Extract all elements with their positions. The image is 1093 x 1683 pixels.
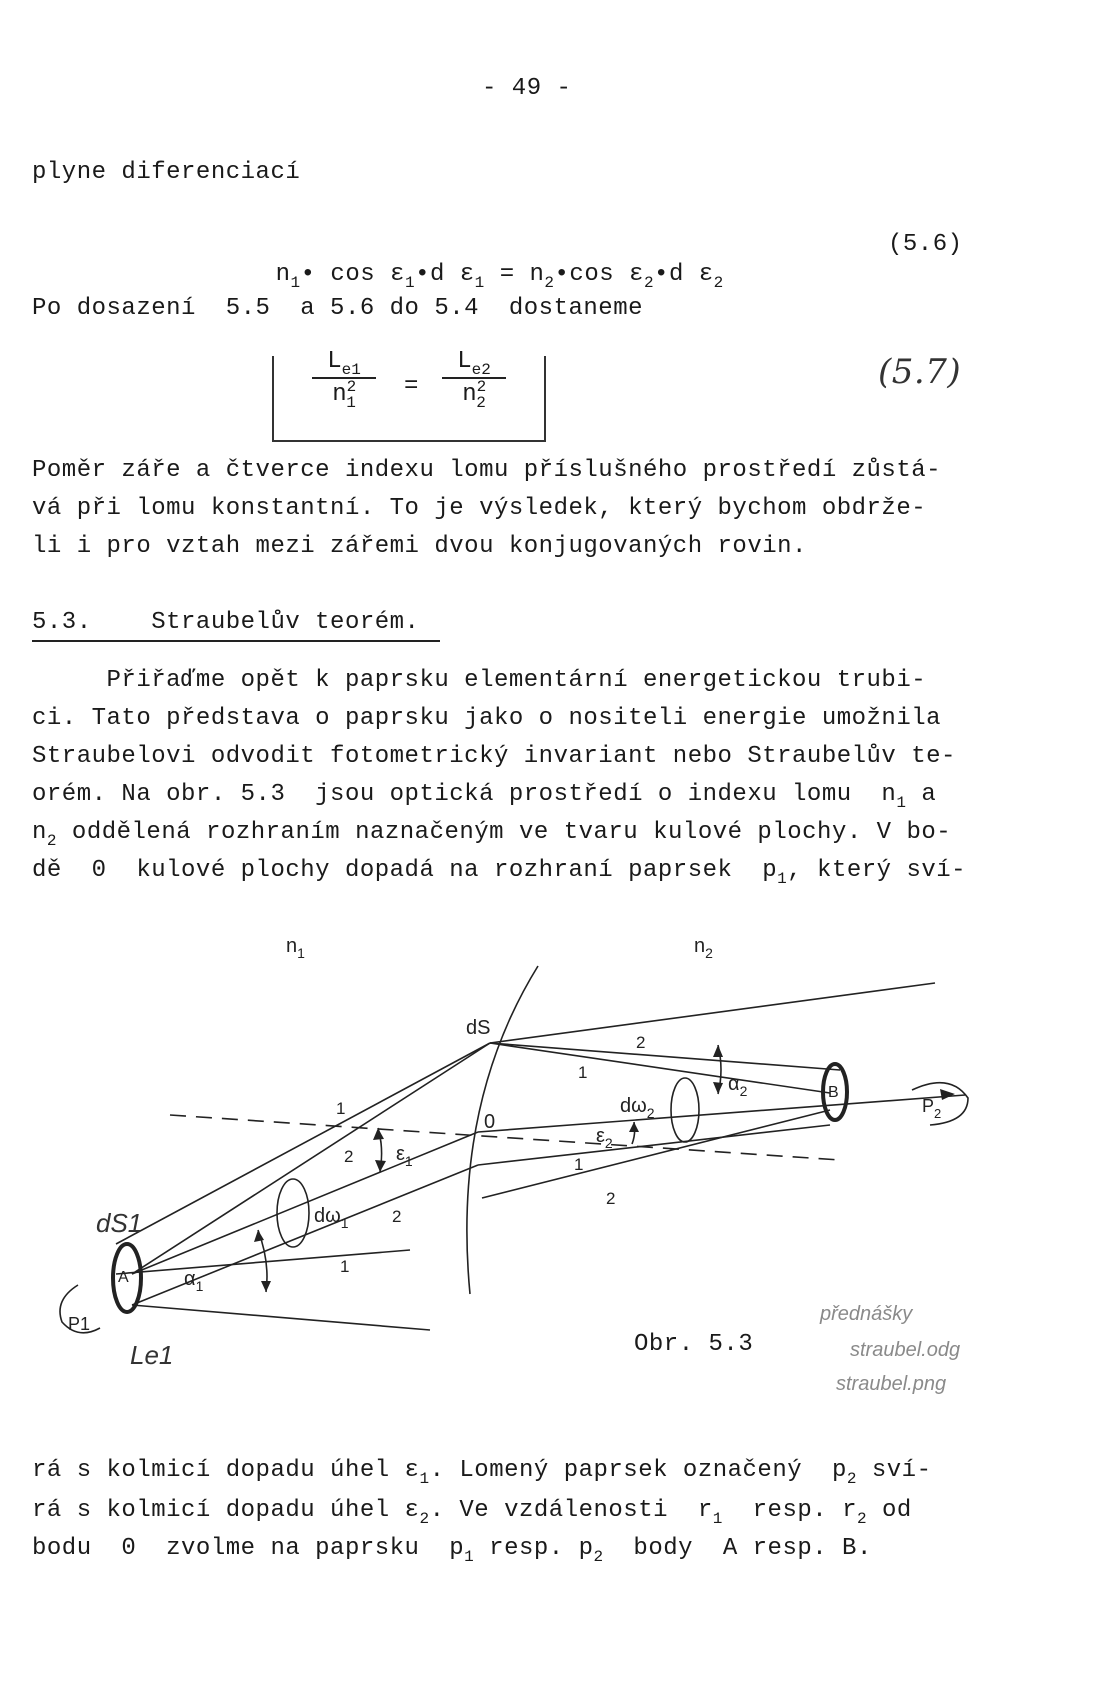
- ray-label-1-c: 1: [578, 1063, 588, 1082]
- label-eps1: $\varepsilon_1$: [396, 1143, 413, 1169]
- paragraph-1-line-3: li i pro vztah mezi zářemi dvou konjugovaných rovin.: [32, 533, 807, 560]
- paragraph-1-line-1: Poměr záře a čtverce indexu lomu příslušného prostředí zůstá-: [32, 457, 942, 484]
- page-number: - 49 -: [482, 75, 572, 102]
- label-p2: $P_2$: [922, 1096, 942, 1121]
- paragraph-3-line-1: rá s kolmicí dopadu úhel $\varepsilon_1$. Lomený paprsek označený $p_2$ sví-: [32, 1457, 932, 1488]
- paragraph-2-line-6: dě 0 kulové plochy dopadá na rozhraní paprsek $p_1$, který sví-: [32, 857, 967, 888]
- section-number: 5.3.: [32, 609, 92, 636]
- section-title: Straubelův teorém.: [151, 609, 420, 636]
- ray-label-2-b: 2: [392, 1207, 402, 1226]
- paragraph-2-line-1: Přiřaďme opět k paprsku elementární energetickou trubi-: [32, 667, 927, 694]
- label-dS: dS: [466, 1017, 491, 1039]
- paragraph-2-line-3: Straubelovi odvodit fotometrický invariant nebo Straubelův te-: [32, 743, 956, 770]
- ray-label-1-d: 1: [574, 1155, 584, 1174]
- equation-5-7-equals: =: [404, 373, 419, 400]
- label-dw2: $d\omega_2$: [620, 1095, 655, 1121]
- paragraph-2-line-2: ci. Tato představa o paprsku jako o nositeli energie umožnila: [32, 705, 942, 732]
- intro-text: plyne diferenciací: [32, 159, 301, 186]
- fraction-left: $L_{e1}$ $n^2_1$: [312, 348, 376, 408]
- hw-note-3: straubel.png: [836, 1373, 947, 1395]
- equation-label-5-7-handwritten: (5.7): [878, 352, 962, 392]
- paragraph-1-line-2: vá při lomu konstantní. To je výsledek, který bychom obdrže-: [32, 495, 927, 522]
- ray-label-2-d: 2: [606, 1189, 616, 1208]
- ray-label-1-b: 1: [340, 1257, 350, 1276]
- paragraph-3-line-3: bodu 0 zvolme na paprsku $p_1$ resp. $p_2$ body A resp. B.: [32, 1535, 872, 1566]
- label-alpha1: $\alpha_1$: [184, 1268, 204, 1294]
- hw-Le1: Le1: [130, 1340, 174, 1370]
- substitution-text: Po dosazení 5.5 a 5.6 do 5.4 dostaneme: [32, 295, 643, 322]
- label-alpha2: $\alpha_2$: [728, 1073, 748, 1099]
- hw-dS1: dS1: [96, 1208, 143, 1238]
- label-p1: P1: [68, 1314, 91, 1334]
- hw-note-1: přednášky: [820, 1303, 913, 1325]
- normal-line: [170, 1115, 840, 1160]
- paragraph-3-line-2: rá s kolmicí dopadu úhel $\varepsilon_2$. Ve vzdálenosti $r_1$ resp. $r_2$ od: [32, 1497, 912, 1528]
- label-n1: $n_1$: [286, 935, 305, 961]
- label-eps2: $\varepsilon_2$: [596, 1125, 613, 1151]
- ray-label-1-a: 1: [336, 1099, 346, 1118]
- ray-label-2-c: 2: [636, 1033, 646, 1052]
- label-n2: $n_2$: [694, 935, 713, 961]
- paragraph-2-line-4: orém. Na obr. 5.3 jsou optická prostředí o indexu lomu $n_1$ a: [32, 781, 937, 812]
- label-O: 0: [484, 1111, 496, 1133]
- figure-caption: Obr. 5.3: [634, 1331, 754, 1358]
- ray-p1: [132, 1132, 478, 1274]
- equation-5-6: $n_1•$ $\cos \varepsilon_1•d$ $\varepsilon_1$ = $n_2•\cos$ $\varepsilon_2•d$ $\varepsilon_2$: [275, 261, 724, 292]
- paragraph-2-line-5: $n_2$ oddělená rozhraním naznačeným ve tvaru kulové plochy. V bo-: [32, 819, 952, 850]
- equation-label-5-6: (5.6): [888, 231, 963, 258]
- fraction-right: $L_{e2}$ $n^2_2$: [442, 348, 506, 408]
- label-A: A: [118, 1269, 129, 1286]
- ray-p2: [478, 1095, 965, 1132]
- hw-note-2: straubel.odg: [850, 1339, 961, 1361]
- solid-angle-dw2: [671, 1078, 699, 1142]
- ray-label-2-a: 2: [344, 1147, 354, 1166]
- label-dw1: $d\omega_1$: [314, 1205, 349, 1231]
- label-B: B: [828, 1084, 839, 1101]
